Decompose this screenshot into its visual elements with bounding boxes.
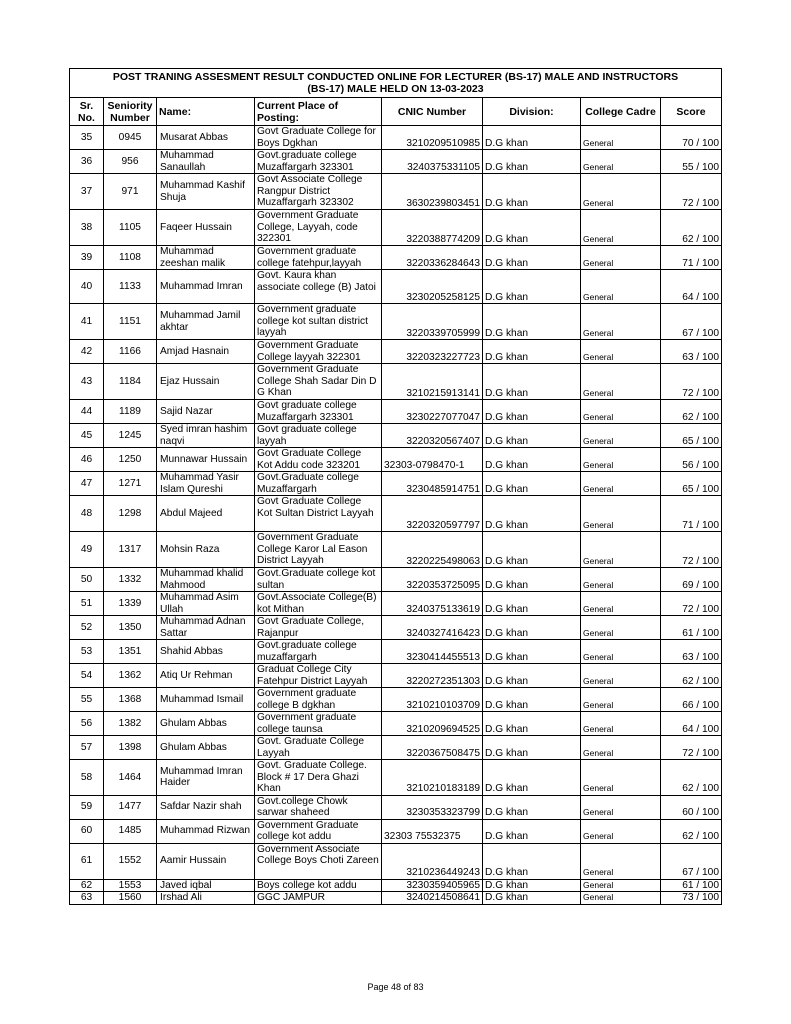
score-cell: 60 / 100 — [661, 795, 722, 819]
posting-cell: Government graduate college taunsa — [255, 712, 382, 736]
sr-no-cell: 40 — [70, 270, 104, 304]
sr-no-cell: 56 — [70, 712, 104, 736]
division-cell: D.G khan — [483, 664, 581, 688]
header-cnic: CNIC Number — [382, 98, 483, 126]
division-cell: D.G khan — [483, 496, 581, 532]
name-cell: Faqeer Hussain — [157, 210, 255, 246]
cadre-cell: General — [581, 712, 661, 736]
name-cell: Mohsin Raza — [157, 532, 255, 568]
posting-cell: GGC JAMPUR — [255, 892, 382, 905]
cnic-cell: 3240327416423 — [382, 616, 483, 640]
cadre-cell: General — [581, 304, 661, 340]
cnic-cell: 3240214508641 — [382, 892, 483, 905]
cnic-cell: 3210215913141 — [382, 364, 483, 400]
cnic-cell: 3220353725095 — [382, 568, 483, 592]
cadre-cell: General — [581, 126, 661, 150]
name-cell: Muhammad Yasir Islam Qureshi — [157, 472, 255, 496]
header-cadre: College Cadre — [581, 98, 661, 126]
sr-no-cell: 36 — [70, 150, 104, 174]
cadre-cell: General — [581, 532, 661, 568]
sr-no-cell: 46 — [70, 448, 104, 472]
seniority-cell: 1398 — [104, 736, 157, 760]
sr-no-cell: 51 — [70, 592, 104, 616]
division-cell: D.G khan — [483, 448, 581, 472]
table-row — [70, 210, 722, 246]
seniority-cell: 956 — [104, 150, 157, 174]
table-row — [70, 688, 722, 712]
sr-no-cell: 53 — [70, 640, 104, 664]
name-cell: Ghulam Abbas — [157, 712, 255, 736]
posting-cell: Government graduate college fatehpur,layyah — [255, 246, 382, 270]
seniority-cell: 1350 — [104, 616, 157, 640]
seniority-cell: 1368 — [104, 688, 157, 712]
posting-cell: Government Graduate College Karor Lal Eason District Layyah — [255, 532, 382, 568]
name-cell: Irshad Ali — [157, 892, 255, 905]
score-cell: 72 / 100 — [661, 364, 722, 400]
cadre-cell: General — [581, 736, 661, 760]
cadre-cell: General — [581, 795, 661, 819]
posting-cell: Govt Graduate College Kot Addu code 323201 — [255, 448, 382, 472]
seniority-cell: 1332 — [104, 568, 157, 592]
cadre-cell: General — [581, 364, 661, 400]
name-cell: Abdul Majeed — [157, 496, 255, 532]
score-cell: 69 / 100 — [661, 568, 722, 592]
name-cell: Muhammad zeeshan malik — [157, 246, 255, 270]
division-cell: D.G khan — [483, 246, 581, 270]
name-cell: Muhammad khalid Mahmood — [157, 568, 255, 592]
name-cell: Musarat Abbas — [157, 126, 255, 150]
cnic-cell: 3220272351303 — [382, 664, 483, 688]
name-cell: Sajid Nazar — [157, 400, 255, 424]
score-cell: 72 / 100 — [661, 174, 722, 210]
table-row — [70, 304, 722, 340]
division-cell: D.G khan — [483, 616, 581, 640]
division-cell: D.G khan — [483, 736, 581, 760]
cadre-cell: General — [581, 879, 661, 892]
seniority-cell: 1317 — [104, 532, 157, 568]
division-cell: D.G khan — [483, 760, 581, 796]
name-cell: Ghulam Abbas — [157, 736, 255, 760]
score-cell: 66 / 100 — [661, 688, 722, 712]
cadre-cell: General — [581, 340, 661, 364]
division-cell: D.G khan — [483, 340, 581, 364]
posting-cell: Govt graduate college Muzaffargarh 323301 — [255, 400, 382, 424]
cadre-cell: General — [581, 174, 661, 210]
results-body — [70, 126, 722, 905]
division-cell: D.G khan — [483, 892, 581, 905]
score-cell: 62 / 100 — [661, 400, 722, 424]
name-cell: Muhammad Imran — [157, 270, 255, 304]
score-cell: 62 / 100 — [661, 664, 722, 688]
division-cell: D.G khan — [483, 424, 581, 448]
header-seniority: Seniority Number — [104, 98, 157, 126]
table-row — [70, 496, 722, 532]
page-number: Page 48 of 83 — [367, 982, 424, 992]
header-row — [70, 98, 722, 126]
posting-cell: Govt Graduate College for Boys Dgkhan — [255, 126, 382, 150]
sr-no-cell: 58 — [70, 760, 104, 796]
seniority-cell: 1339 — [104, 592, 157, 616]
seniority-cell: 1133 — [104, 270, 157, 304]
posting-cell: Govt Graduate College Kot Sultan District Layyah — [255, 496, 382, 532]
header-score: Score — [661, 98, 722, 126]
cadre-cell: General — [581, 760, 661, 796]
cadre-cell: General — [581, 819, 661, 843]
results-table — [69, 68, 722, 905]
name-cell: Muhammad Adnan Sattar — [157, 616, 255, 640]
posting-cell: Govt.graduate college muzaffargarh — [255, 640, 382, 664]
cadre-cell: General — [581, 892, 661, 905]
name-cell: Munnawar Hussain — [157, 448, 255, 472]
seniority-cell: 1271 — [104, 472, 157, 496]
score-cell: 70 / 100 — [661, 126, 722, 150]
sr-no-cell: 47 — [70, 472, 104, 496]
seniority-cell: 1560 — [104, 892, 157, 905]
cnic-cell: 3230353323799 — [382, 795, 483, 819]
cnic-cell: 3210209694525 — [382, 712, 483, 736]
sr-no-cell: 42 — [70, 340, 104, 364]
sr-no-cell: 35 — [70, 126, 104, 150]
name-cell: Muhammad Kashif Shuja — [157, 174, 255, 210]
posting-cell: Government Associate College Boys Choti Zareen — [255, 843, 382, 879]
name-cell: Amjad Hasnain — [157, 340, 255, 364]
posting-cell: Government Graduate college kot addu — [255, 819, 382, 843]
table-row — [70, 640, 722, 664]
cnic-cell: 3210210103709 — [382, 688, 483, 712]
seniority-cell: 1166 — [104, 340, 157, 364]
sr-no-cell: 61 — [70, 843, 104, 879]
cnic-cell: 3220339705999 — [382, 304, 483, 340]
header-posting: Current Place of Posting: — [255, 98, 382, 126]
sr-no-cell: 60 — [70, 819, 104, 843]
cnic-cell: 3230205258125 — [382, 270, 483, 304]
division-cell: D.G khan — [483, 879, 581, 892]
cnic-cell: 3210236449243 — [382, 843, 483, 879]
cnic-cell: 3220320567407 — [382, 424, 483, 448]
posting-cell: Boys college kot addu — [255, 879, 382, 892]
name-cell: Safdar Nazir shah — [157, 795, 255, 819]
sr-no-cell: 62 — [70, 879, 104, 892]
cadre-cell: General — [581, 246, 661, 270]
division-cell: D.G khan — [483, 270, 581, 304]
score-cell: 64 / 100 — [661, 270, 722, 304]
cadre-cell: General — [581, 568, 661, 592]
table-row — [70, 568, 722, 592]
name-cell: Ejaz Hussain — [157, 364, 255, 400]
score-cell: 62 / 100 — [661, 819, 722, 843]
seniority-cell: 1105 — [104, 210, 157, 246]
cadre-cell: General — [581, 496, 661, 532]
seniority-cell: 1362 — [104, 664, 157, 688]
table-row — [70, 616, 722, 640]
score-cell: 71 / 100 — [661, 496, 722, 532]
name-cell: Aamir Hussain — [157, 843, 255, 879]
table-row — [70, 472, 722, 496]
name-cell: Muhammad Rizwan — [157, 819, 255, 843]
cadre-cell: General — [581, 592, 661, 616]
division-cell: D.G khan — [483, 174, 581, 210]
table-row — [70, 174, 722, 210]
score-cell: 65 / 100 — [661, 424, 722, 448]
name-cell: Muhammad Jamil akhtar — [157, 304, 255, 340]
posting-cell: Govt.Associate College(B) kot Mithan — [255, 592, 382, 616]
score-cell: 55 / 100 — [661, 150, 722, 174]
name-cell: Muhammad Ismail — [157, 688, 255, 712]
name-cell: Muhammad Imran Haider — [157, 760, 255, 796]
score-cell: 72 / 100 — [661, 532, 722, 568]
division-cell: D.G khan — [483, 795, 581, 819]
division-cell: D.G khan — [483, 472, 581, 496]
sr-no-cell: 37 — [70, 174, 104, 210]
table-row — [70, 126, 722, 150]
posting-cell: Govt.graduate college Muzaffargarh 323301 — [255, 150, 382, 174]
seniority-cell: 1245 — [104, 424, 157, 448]
table-row — [70, 892, 722, 905]
posting-cell: Graduat College City Fatehpur District Layyah — [255, 664, 382, 688]
seniority-cell: 1382 — [104, 712, 157, 736]
header-sr-no: Sr. No. — [70, 98, 104, 126]
cnic-cell: 3220367508475 — [382, 736, 483, 760]
cnic-cell: 3220320597797 — [382, 496, 483, 532]
cnic-cell: 3230485914751 — [382, 472, 483, 496]
posting-cell: Govt.Graduate college Muzaffargarh — [255, 472, 382, 496]
division-cell: D.G khan — [483, 364, 581, 400]
posting-cell: Govt Associate College Rangpur District Muzaffargarh 323302 — [255, 174, 382, 210]
sr-no-cell: 54 — [70, 664, 104, 688]
name-cell: Muhammad Asim Ullah — [157, 592, 255, 616]
cnic-cell: 3240375331105 — [382, 150, 483, 174]
score-cell: 63 / 100 — [661, 640, 722, 664]
division-cell: D.G khan — [483, 843, 581, 879]
table-row — [70, 795, 722, 819]
score-cell: 67 / 100 — [661, 843, 722, 879]
seniority-cell: 1189 — [104, 400, 157, 424]
table-row — [70, 340, 722, 364]
posting-cell: Govt.Graduate college kot sultan — [255, 568, 382, 592]
cadre-cell: General — [581, 150, 661, 174]
posting-cell: Govt Graduate College, Rajanpur — [255, 616, 382, 640]
seniority-cell: 1464 — [104, 760, 157, 796]
title-line-1: POST TRANING ASSESMENT RESULT CONDUCTED ONLINE FOR LECTURER (BS-17) MALE AND INSTRUCTORS — [112, 71, 679, 83]
division-cell: D.G khan — [483, 688, 581, 712]
cnic-cell: 32303 75532375 — [382, 819, 483, 843]
posting-cell: Government Graduate College, Layyah, code 322301 — [255, 210, 382, 246]
cnic-cell: 3230414455513 — [382, 640, 483, 664]
sr-no-cell: 49 — [70, 532, 104, 568]
table-row — [70, 532, 722, 568]
score-cell: 56 / 100 — [661, 448, 722, 472]
division-cell: D.G khan — [483, 712, 581, 736]
title-line-2: (BS-17) MALE HELD ON 13-03-2023 — [307, 83, 484, 95]
score-cell: 63 / 100 — [661, 340, 722, 364]
posting-cell: Govt.college Chowk sarwar shaheed — [255, 795, 382, 819]
cnic-cell: 3220323227723 — [382, 340, 483, 364]
seniority-cell: 1298 — [104, 496, 157, 532]
document-title — [70, 69, 722, 98]
table-row — [70, 843, 722, 879]
table-row — [70, 424, 722, 448]
name-cell: Muhammad Sanaullah — [157, 150, 255, 174]
cnic-cell: 3220336284643 — [382, 246, 483, 270]
score-cell: 71 / 100 — [661, 246, 722, 270]
cnic-cell: 3230227077047 — [382, 400, 483, 424]
seniority-cell: 1151 — [104, 304, 157, 340]
cnic-cell: 3220388774209 — [382, 210, 483, 246]
score-cell: 72 / 100 — [661, 592, 722, 616]
cnic-cell: 3230359405965 — [382, 879, 483, 892]
name-cell: Javed iqbal — [157, 879, 255, 892]
table-row — [70, 712, 722, 736]
posting-cell: Government Graduate College layyah 322301 — [255, 340, 382, 364]
sr-no-cell: 50 — [70, 568, 104, 592]
cnic-cell: 3210210183189 — [382, 760, 483, 796]
seniority-cell: 971 — [104, 174, 157, 210]
cnic-cell: 3240375133619 — [382, 592, 483, 616]
seniority-cell: 1552 — [104, 843, 157, 879]
sr-no-cell: 39 — [70, 246, 104, 270]
score-cell: 64 / 100 — [661, 712, 722, 736]
cadre-cell: General — [581, 448, 661, 472]
cadre-cell: General — [581, 400, 661, 424]
seniority-cell: 1184 — [104, 364, 157, 400]
division-cell: D.G khan — [483, 400, 581, 424]
table-row — [70, 270, 722, 304]
cadre-cell: General — [581, 424, 661, 448]
table-row — [70, 736, 722, 760]
score-cell: 62 / 100 — [661, 760, 722, 796]
name-cell: Syed imran hashim naqvi — [157, 424, 255, 448]
score-cell: 65 / 100 — [661, 472, 722, 496]
posting-cell: Govt graduate college layyah — [255, 424, 382, 448]
sr-no-cell: 43 — [70, 364, 104, 400]
seniority-cell: 1553 — [104, 879, 157, 892]
sr-no-cell: 38 — [70, 210, 104, 246]
cadre-cell: General — [581, 843, 661, 879]
sr-no-cell: 63 — [70, 892, 104, 905]
division-cell: D.G khan — [483, 304, 581, 340]
seniority-cell: 1485 — [104, 819, 157, 843]
table-row — [70, 400, 722, 424]
division-cell: D.G khan — [483, 819, 581, 843]
table-row — [70, 150, 722, 174]
table-row — [70, 448, 722, 472]
seniority-cell: 1250 — [104, 448, 157, 472]
name-cell: Shahid Abbas — [157, 640, 255, 664]
cadre-cell: General — [581, 640, 661, 664]
cadre-cell: General — [581, 270, 661, 304]
seniority-cell: 1351 — [104, 640, 157, 664]
division-cell: D.G khan — [483, 640, 581, 664]
score-cell: 67 / 100 — [661, 304, 722, 340]
table-row — [70, 246, 722, 270]
table-row — [70, 664, 722, 688]
table-row — [70, 879, 722, 892]
posting-cell: Government graduate college B dgkhan — [255, 688, 382, 712]
division-cell: D.G khan — [483, 126, 581, 150]
score-cell: 62 / 100 — [661, 210, 722, 246]
division-cell: D.G khan — [483, 568, 581, 592]
cadre-cell: General — [581, 616, 661, 640]
posting-cell: Govt. Graduate College. Block # 17 Dera Ghazi Khan — [255, 760, 382, 796]
table-row — [70, 760, 722, 796]
cnic-cell: 32303-0798470-1 — [382, 448, 483, 472]
table-row — [70, 364, 722, 400]
table-row — [70, 592, 722, 616]
header-division: Division: — [483, 98, 581, 126]
cnic-cell: 3210209510985 — [382, 126, 483, 150]
sr-no-cell: 57 — [70, 736, 104, 760]
name-cell: Atiq Ur Rehman — [157, 664, 255, 688]
sr-no-cell: 41 — [70, 304, 104, 340]
score-cell: 61 / 100 — [661, 616, 722, 640]
division-cell: D.G khan — [483, 532, 581, 568]
cadre-cell: General — [581, 472, 661, 496]
score-cell: 72 / 100 — [661, 736, 722, 760]
cadre-cell: General — [581, 688, 661, 712]
header-name: Name: — [157, 98, 255, 126]
sr-no-cell: 48 — [70, 496, 104, 532]
cadre-cell: General — [581, 664, 661, 688]
sr-no-cell: 55 — [70, 688, 104, 712]
posting-cell: Government Graduate College Shah Sadar Din D G Khan — [255, 364, 382, 400]
table-row — [70, 819, 722, 843]
seniority-cell: 1108 — [104, 246, 157, 270]
cnic-cell: 3220225498063 — [382, 532, 483, 568]
score-cell: 73 / 100 — [661, 892, 722, 905]
sr-no-cell: 52 — [70, 616, 104, 640]
cnic-cell: 3630239803451 — [382, 174, 483, 210]
division-cell: D.G khan — [483, 210, 581, 246]
posting-cell: Govt. Kaura khan associate college (B) Jatoi — [255, 270, 382, 304]
sr-no-cell: 45 — [70, 424, 104, 448]
score-cell: 61 / 100 — [661, 879, 722, 892]
seniority-cell: 1477 — [104, 795, 157, 819]
sr-no-cell: 44 — [70, 400, 104, 424]
posting-cell: Govt. Graduate College Layyah — [255, 736, 382, 760]
sr-no-cell: 59 — [70, 795, 104, 819]
division-cell: D.G khan — [483, 592, 581, 616]
posting-cell: Government graduate college kot sultan district layyah — [255, 304, 382, 340]
cadre-cell: General — [581, 210, 661, 246]
seniority-cell: 0945 — [104, 126, 157, 150]
division-cell: D.G khan — [483, 150, 581, 174]
